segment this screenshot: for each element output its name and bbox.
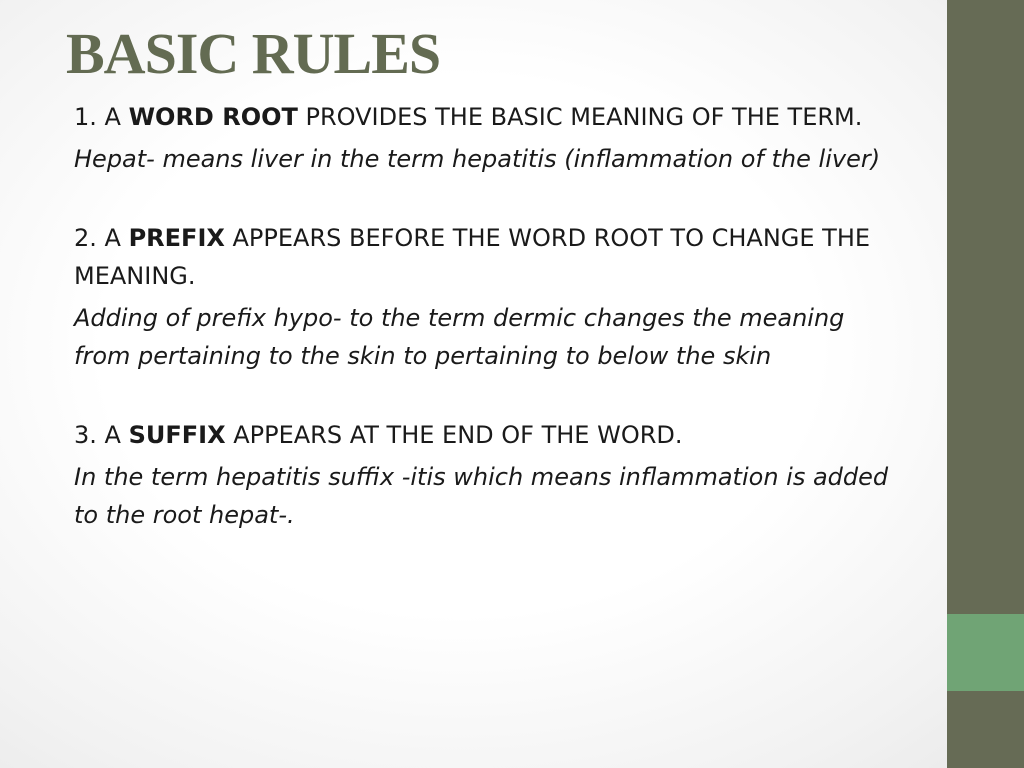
rule-1-number: 1. A [74, 103, 129, 131]
rule-3-example: In the term hepatitis suffix -itis which means inflammation is added to the root hepat-. [74, 463, 889, 529]
rule-2-description: APPEARS BEFORE THE WORD ROOT TO CHANGE THE MEANING. [74, 224, 871, 290]
rule-1-keyword: WORD ROOT [128, 103, 298, 131]
rule-1-description: PROVIDES THE BASIC MEANING OF THE TERM. [297, 103, 863, 131]
rule-3 [74, 416, 906, 534]
rule-1-heading [74, 98, 906, 136]
rule-2-number: 2. A [74, 224, 129, 252]
rule-3-description: APPEARS AT THE END OF THE WORD. [225, 421, 683, 449]
slide-content [74, 98, 906, 575]
rule-3-number: 3. A [74, 421, 129, 449]
slide-title: BASIC RULES [66, 21, 441, 86]
side-accent-block [947, 614, 1024, 691]
rule-2-heading [74, 219, 906, 295]
rule-3-heading [74, 416, 906, 454]
rule-2-example: Adding of prefix hypo- to the term dermic changes the meaning from pertaining to the skin to pertaining to below the skin [74, 304, 845, 370]
rule-2-keyword: PREFIX [128, 224, 225, 252]
rule-3-keyword: SUFFIX [128, 421, 226, 449]
rule-1-example: Hepat- means liver in the term hepatitis (inflammation of the liver) [74, 145, 881, 173]
rule-1 [74, 98, 906, 178]
rule-2 [74, 219, 906, 375]
